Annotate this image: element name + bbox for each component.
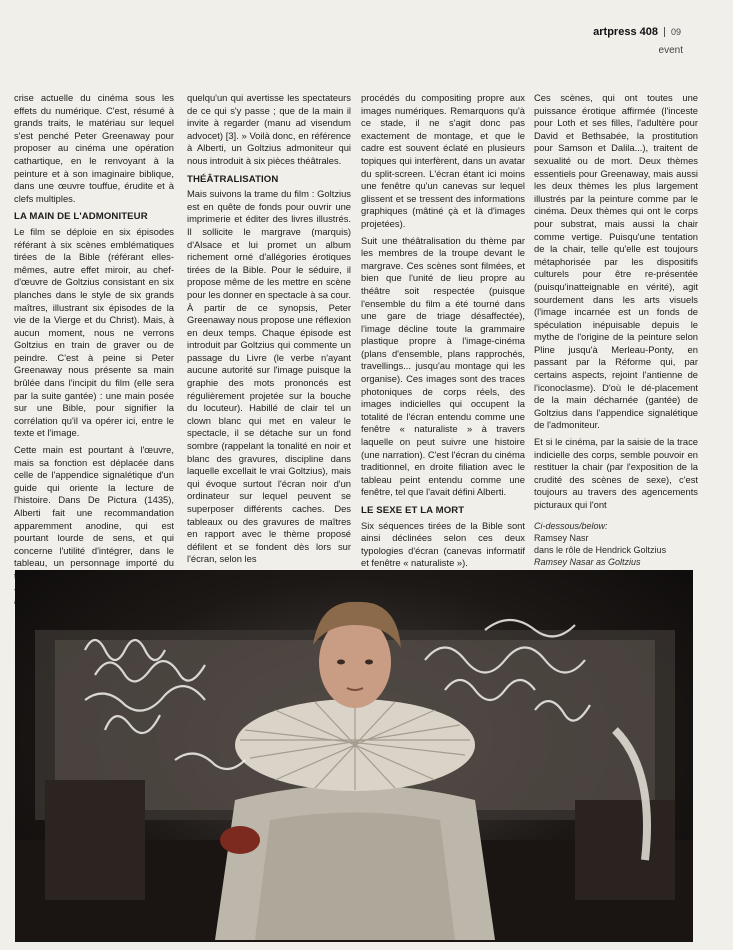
column-3 (361, 92, 525, 569)
paragraph: crise actuelle du cinéma sous les effets du numérique. C'est, résumé à grands traits, le matériau sur lequel s'est penché Peter Greenaway pour proposer au cinéma une opération cathartique, en le renvoyant à la peinture et à son imaginaire biblique, dans une œuvre touffue, érudite et à clefs multiples. (14, 92, 174, 204)
header-divider (664, 27, 665, 37)
section-heading: THÉÂTRALISATION (187, 173, 279, 185)
paragraph: quelqu'un qui avertisse les spectateurs de ce qui s'y passe ; que de la main il invite à regarder (manu ad visendum advocet) [3]. » Voilà donc, en référence à Alberti, un Goltzius admoniteur qui nous introduit à six pièces théâtrales. (187, 92, 351, 166)
caption-line: Ramsey Nasr (534, 532, 589, 543)
column-2 (187, 92, 351, 565)
column-1 (14, 92, 174, 569)
column-4 (534, 92, 698, 567)
section-heading: LE SEXE ET LA MORT (361, 505, 465, 516)
paragraph: procédés du compositing propre aux images numériques. Remarquons qu'à ce stade, il ne s'agit donc pas exactement de montage, et que le cadre est souvent éclaté en plusieurs topiques qui interfèrent, dans un avatar du split-screen. L'écran étant ici moins une fenêtre qu'un canevas sur lequel glissent et se tressent des informations graphiques (mâtiné çà et là d'images projetées). (361, 92, 525, 229)
paragraph: Suit une théâtralisation du thème par les membres de la troupe devant le margrave. Ces scènes sont filmées, et bien que l'unité de lieu propre au théâtre soit respectée (puisque l'ensemble du film a été tourné dans une gare de triage désaffectée), l'image décline toute la grammaire plastique propre à l'image-cinéma (plans d'ensemble, plans rapprochés, travellings... jusqu'au montage qui les organise). Ces images sont des traces photoniques de corps réels, des images indicielles qui occupent la totalité de l'écran entendu comme une fenêtre « naturaliste » à travers laquelle on peut suivre une histoire (une narration). C'est l'écran du cinéma traditionnel, en droite filiation avec le tableau peint entendu comme une fenêtre, tel que l'avait défini Alberti. (361, 234, 525, 498)
magazine-brand: artpress 408 (593, 26, 658, 38)
book-stack-left (45, 780, 145, 900)
paragraph: Six séquences tirées de la Bible sont ainsi déclinées selon ces deux typologies d'écran (canevas informatif et fenêtre « naturaliste »). (361, 519, 525, 569)
photo-caption (534, 520, 698, 568)
page-header (593, 26, 681, 38)
caption-line: Ramsey Nasar as Goltzius (534, 556, 641, 567)
caption-line: dans le rôle de Hendrick Goltzius (534, 544, 667, 555)
paragraph: Et si le cinéma, par la saisie de la trace indicielle des corps, semble pouvoir en restituer la chair (par l'exposition de la crudité des scènes de sexe), c'est toujours au travers des agencements picturaux qui l'ont (534, 436, 698, 510)
paragraph: Mais suivons la trame du film : Goltzius est en quête de fonds pour ouvrir une imprimerie et éditer des livres illustrés. Il sollicite le margrave (marquis) d'Alsace et lui promet un album richement orné d'allégories érotiques tirées de la Bible. Pour le séduire, il propose même de les mettre en scène pour les donner en spectacle à sa cour. À partir de ce synopsis, Peter Greenaway nous propose une réflexion en deux temps. Chaque épisode est introduit par Goltzius qui commente un passage du Livre (le verbe n'ayant aucune autorité sur l'image puisque la graphie des mots prononcés est régulièrement projetée sur la bouche du locuteur). Habillé de clair tel un clown blanc qui met en valeur le spectacle, il se détache sur un fond sombre (rappelant la tonalité en noir et blanc des gravures, discipline dans laquelle excellait le vrai Goltzius), mais qui évoque surtout l'écran noir d'un ordinateur sur lequel peuvent se superposer différents caches. Des tableaux ou des gravures de maîtres en rapport avec le thème proposé défilent et se fondent dès lors sur l'écran, selon les (187, 188, 351, 565)
gloved-hand (220, 826, 260, 854)
film-still-photo (15, 570, 693, 942)
paragraph: Cette main est pourtant à l'œuvre, mais sa fonction est déplacée dans celle de l'appendice signalétique d'un guide qui oriente la lecture de l'histoire. Dans De Pictura (1435), Alberti fait une recommandation apparemment anodine, qui est pourtant lourde de sens, et qui concerne l'utilité d'intégrer, dans le tableau, un personnage importé du (14, 444, 174, 569)
caption-label: Ci-dessous/below: (534, 520, 608, 531)
paragraph: Ces scènes, qui ont toutes une puissance érotique affirmée (l'inceste pour Loth et ses filles, l'adultère pour David et Bethsabée, la prostitution pour Samson et Dalila...), traitent de sexualité ou de mort. Deux thèmes essentiels pour Greenaway, mais aussi les deux thèmes les plus largement illustrés par la peinture comme par le cinéma. Deux thèmes qui ont le corps pour substrat, mais aussi la chair comme vertige. Puisqu'une tentation de la chair, telle qu'elle est toujours métaphorisée par les dispositifs culturels pour être re-présentée (puisqu'inatteignable en vérité), agit sourdement dans les arts visuels (l'image incarnée est un fonds de spéculation inépuisable depuis le mythe de l'origine de la peinture selon Pline jusqu'à Merleau-Ponty, en passant par la Réforme qui, par certains aspects, rejoint l'antienne de l'iconoclasme). D'où le dé-placement de la main décharnée (gantée) de Goltzius dans l'appendice signalétique de l'admoniteur. (534, 92, 698, 431)
paragraph: Le film se déploie en six épisodes référant à six scènes emblématiques tirées de la Bible (référant elles-mêmes, autre effet miroir, au chef-d'œuvre de Goltzius consistant en six planches dans le style de six grands maîtres, illustrant six épisodes de la vie de la Vierge et du Christ). Mais, à aucun moment, nous ne verrons Goltzius en train de graver ou de peindre. C'est à peine si Peter Greenaway nous présente sa main brûlée dans l'incipit du film (elle sera par la suite gantée) : une main posée sur une Bible, pour signifier la corrélation qu'il va opérer ici, entre le texte et l'image. (14, 225, 174, 439)
book-stack-right (575, 800, 675, 900)
section-heading: LA MAIN DE L'ADMONITEUR (14, 211, 148, 223)
page-number: 09 (670, 27, 681, 37)
film-still-illustration (15, 570, 693, 942)
section-label: event (658, 45, 683, 56)
